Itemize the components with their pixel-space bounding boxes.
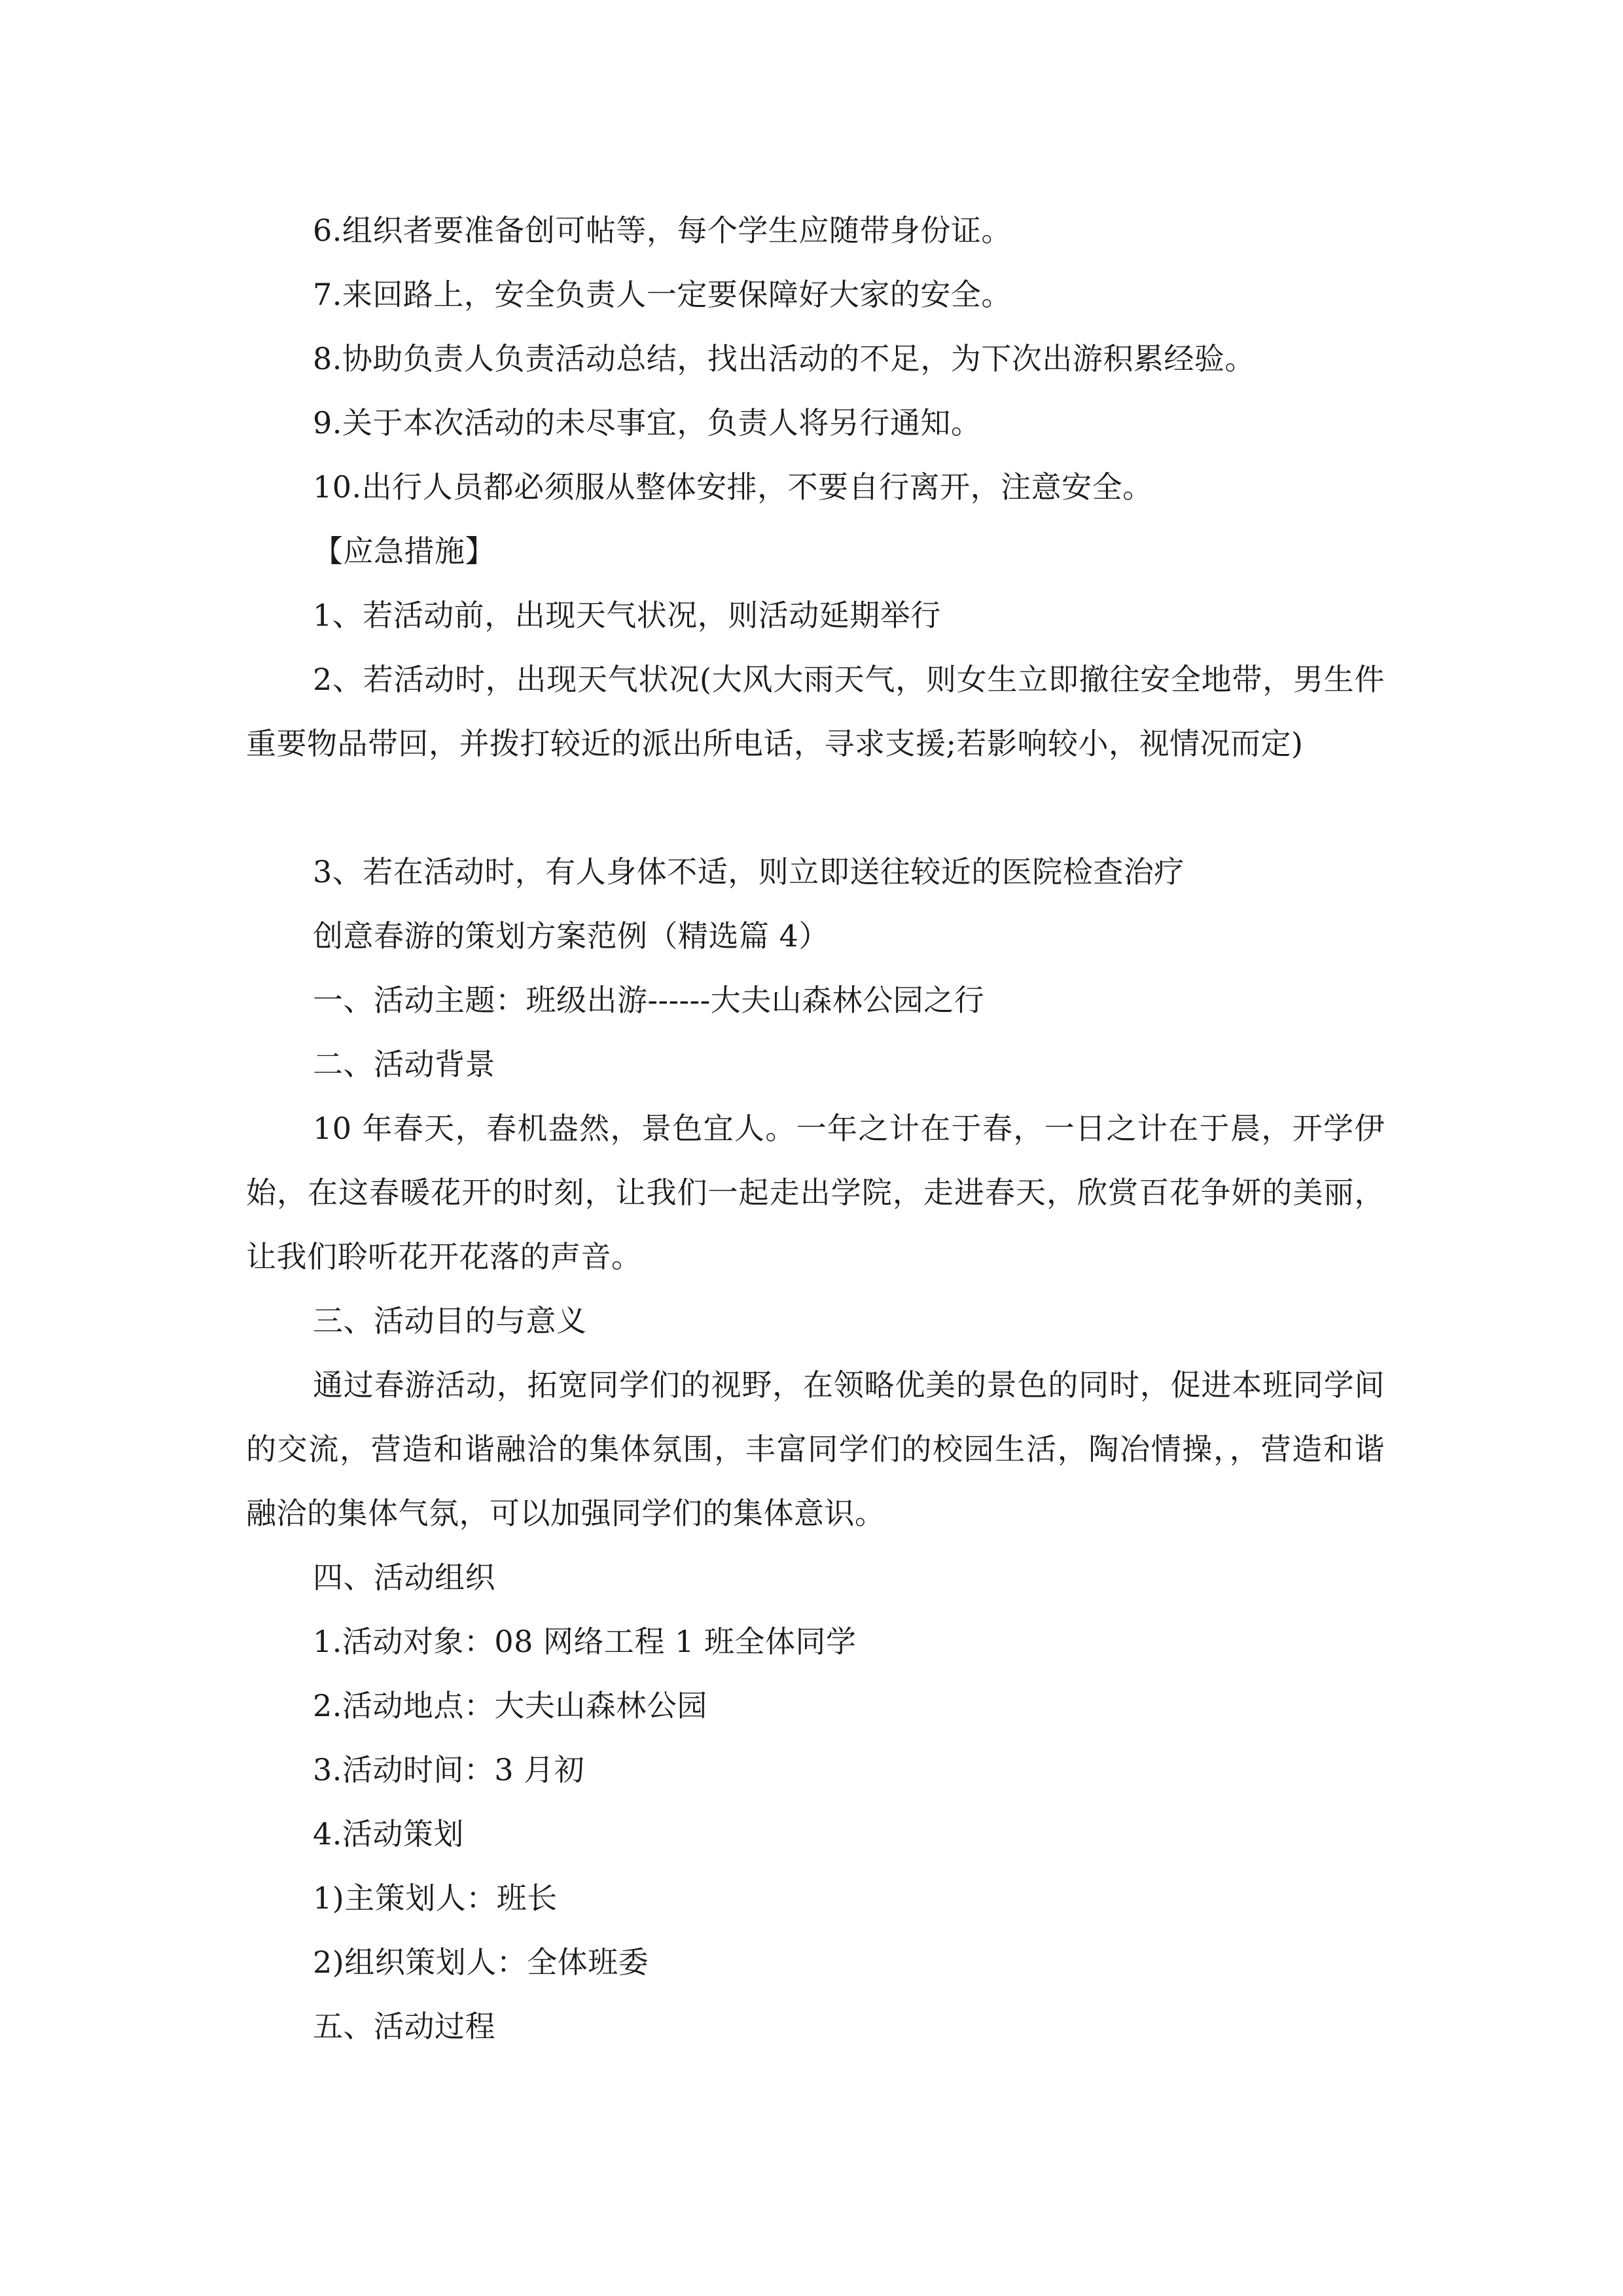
section-heading: 一、活动主题：班级出游------大夫山森林公园之行 [313, 982, 985, 1018]
section-heading: 五、活动过程 [313, 2009, 495, 2044]
text-line: 2.活动地点：大夫山森林公园 [313, 1688, 707, 1723]
text-line: 2)组织策划人：全体班委 [313, 1945, 649, 1980]
paragraph: 通过春游活动，拓宽同学们的视野，在领略优美的景色的同时，促进本班同学间的交流，营造和谐融洽的集体氛围，丰富同学们的校园生活，陶冶情操，，营造和谐融洽的集体气氛，可以加强同学们的集体意识。 [246, 1367, 1385, 1531]
section-heading: 四、活动组织 [313, 1560, 495, 1595]
text-line: 10.出行人员都必须服从整体安排，不要自行离开，注意安全。 [313, 469, 1153, 505]
section-title: 创意春游的策划方案范例（精选篇 4） [313, 918, 829, 954]
text-line: 7.来回路上，安全负责人一定要保障好大家的安全。 [313, 277, 1012, 312]
text-line: 1.活动对象：08 网络工程 1 班全体同学 [313, 1624, 857, 1659]
text-line: 6.组织者要准备创可帖等，每个学生应随带身份证。 [313, 213, 1012, 248]
text-line: 3、若在活动时，有人身体不适，则立即送往较近的医院检查治疗 [313, 854, 1185, 889]
section-heading: 二、活动背景 [313, 1047, 495, 1082]
paragraph: 2、若活动时，出现天气状况(大风大雨天气，则女生立即撤往安全地带，男生件重要物品带回，并拨打较近的派出所电话，寻求支援;若影响较小，视情况而定) [246, 662, 1385, 761]
paragraph: 10 年春天，春机盎然，景色宜人。一年之计在于春，一日之计在于晨，开学伊始，在这春暖花开的时刻，让我们一起走出学院，走进春天，欣赏百花争妍的美丽，让我们聆听花开花落的声音。 [246, 1111, 1385, 1274]
text-line: 1)主策划人：班长 [313, 1880, 558, 1916]
text-line: 9.关于本次活动的未尽事宜，负责人将另行通知。 [313, 405, 982, 440]
section-heading: 三、活动目的与意义 [313, 1303, 587, 1338]
section-heading: 【应急措施】 [313, 533, 495, 569]
text-line: 4.活动策划 [313, 1816, 464, 1852]
text-line: 3.活动时间：3 月初 [313, 1752, 585, 1787]
text-line: 1、若活动前，出现天气状况，则活动延期举行 [313, 598, 941, 633]
text-line: 8.协助负责人负责活动总结，找出活动的不足，为下次出游积累经验。 [313, 341, 1255, 376]
